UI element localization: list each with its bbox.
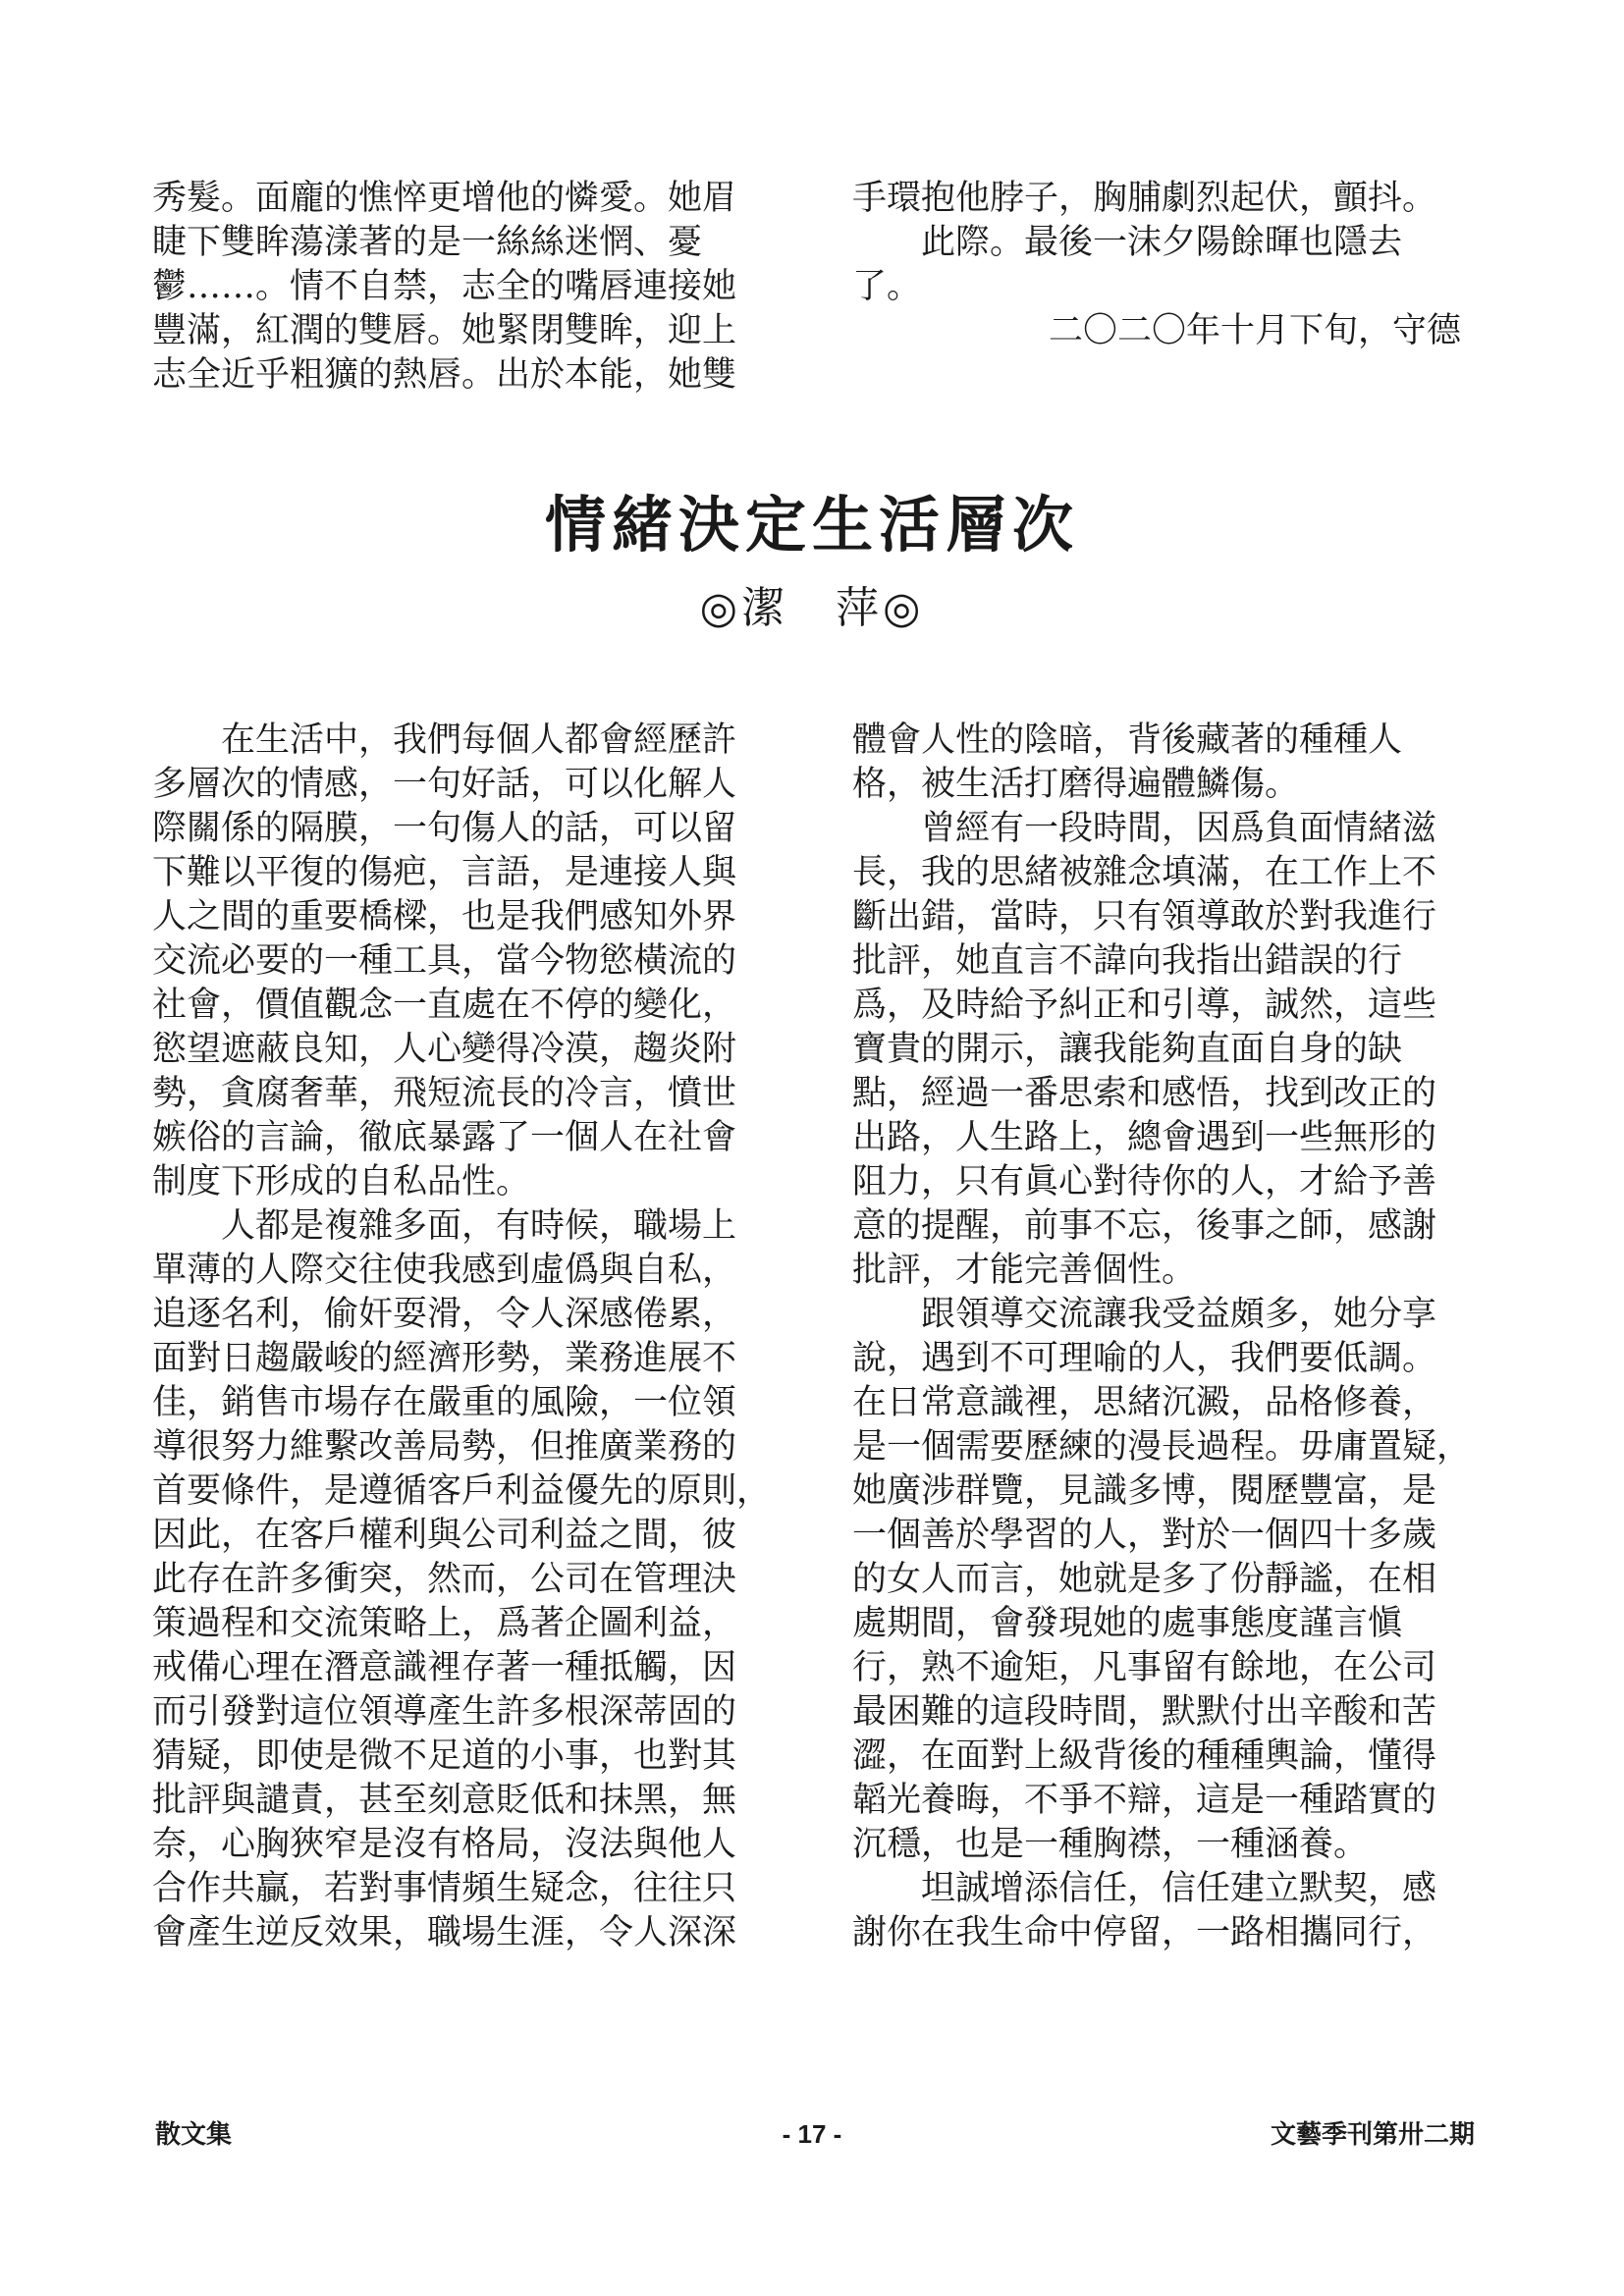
text-line: 韜光養晦，不爭不辯，這是一種踏實的	[852, 1781, 1437, 1820]
text-line: 她廣涉群覽，見識多博，閱歷豐富，是	[852, 1471, 1437, 1511]
text-line: 猜疑，即使是微不足道的小事，也對其	[152, 1736, 737, 1776]
article-right-column	[852, 719, 1481, 1955]
text-line: 人都是複雜多面，有時候，職場上	[221, 1206, 737, 1246]
text-line: 是一個需要歷練的漫長過程。毋庸置疑，	[852, 1427, 1472, 1467]
text-line: 批評，她直言不諱向我指出錯誤的行	[852, 941, 1403, 981]
text-line: 意的提醒，前事不忘，後事之師，感謝	[852, 1206, 1437, 1246]
text-line: 勢，貪腐奢華，飛短流長的冷言，憤世	[152, 1074, 737, 1113]
text-line: 一個善於學習的人，對於一個四十多歲	[852, 1516, 1437, 1555]
text-line: 慾望遮蔽良知，人心變得冷漠，趨炎附	[152, 1030, 737, 1069]
article-author: ◎潔 萍◎	[699, 583, 925, 633]
article-title: 情緒決定生活層次	[544, 489, 1079, 561]
text-line: 鬱……。情不自禁，志全的嘴唇連接她	[152, 267, 737, 306]
footer-section-name: 散文集	[155, 2119, 233, 2149]
text-line: 說，遇到不可理喻的人，我們要低調。	[852, 1339, 1437, 1378]
text-line: 在生活中，我們每個人都會經歷許	[221, 721, 737, 760]
text-line: 批評，才能完善個性。	[852, 1251, 1197, 1290]
text-line: 嫉俗的言論，徹底暴露了一個人在社會	[152, 1118, 737, 1157]
text-line: 下難以平復的傷疤，言語，是連接人與	[152, 853, 737, 892]
text-line: 了。	[852, 267, 922, 306]
text-line: 戒備心理在潛意識裡存著一種抵觸，因	[152, 1648, 737, 1687]
text-line: 最困難的這段時間，默默付出辛酸和苦	[852, 1692, 1437, 1732]
text-line: 志全近乎粗獷的熱唇。出於本能，她雙	[152, 355, 737, 395]
text-line: 合作共贏，若對事情頻生疑念，往往只	[152, 1869, 737, 1908]
text-line: 策過程和交流策略上，爲著企圖利益，	[152, 1604, 737, 1643]
text-line: 多層次的情感，一句好話，可以化解人	[152, 765, 737, 804]
text-line: 社會，價值觀念一直處在不停的變化，	[152, 986, 737, 1025]
text-line: 佳，銷售市場存在嚴重的風險，一位領	[152, 1383, 737, 1422]
text-line: 奈，心胸狹窄是沒有格局，沒法與他人	[152, 1825, 737, 1864]
text-line: 手環抱他脖子，胸脯劇烈起伏，顫抖。	[852, 179, 1437, 218]
text-line: 秀髮。面龐的憔悴更增他的憐愛。她眉	[152, 179, 737, 218]
text-line: 首要條件，是遵循客戶利益優先的原則，	[152, 1471, 772, 1511]
text-line: 處期間，會發現她的處事態度謹言愼	[852, 1604, 1403, 1643]
previous-article-right-column	[852, 177, 1481, 353]
article-left-column	[152, 719, 781, 1955]
text-line: 批評與譴責，甚至刻意貶低和抹黑，無	[152, 1781, 737, 1820]
text-line: 出路，人生路上，總會遇到一些無形的	[852, 1118, 1437, 1157]
text-line: 此存在許多衝突，然而，公司在管理決	[152, 1560, 737, 1599]
text-line: 豐滿，紅潤的雙唇。她緊閉雙眸，迎上	[152, 311, 737, 350]
text-line: 澀，在面對上級背後的種種輿論，懂得	[852, 1736, 1437, 1776]
previous-article-left-column	[152, 177, 781, 398]
footer-publication-name: 文藝季刊第卅二期	[1270, 2119, 1475, 2149]
text-line: 阻力，只有眞心對待你的人，才給予善	[852, 1162, 1437, 1201]
text-line: 睫下雙眸蕩漾著的是一絲絲迷惘、憂	[152, 223, 703, 262]
text-line: 點，經過一番思索和感悟，找到改正的	[852, 1074, 1437, 1113]
text-line: 單薄的人際交往使我感到虛僞與自私，	[152, 1251, 737, 1290]
text-line: 面對日趨嚴峻的經濟形勢，業務進展不	[152, 1339, 737, 1378]
text-line: 在日常意識裡，思緒沉澱，品格修養，	[852, 1383, 1437, 1422]
text-line: 行，熟不逾矩，凡事留有餘地，在公司	[852, 1648, 1437, 1687]
text-line: 體會人性的陰暗，背後藏著的種種人	[852, 721, 1403, 760]
text-line: 而引發對這位領導產生許多根深蒂固的	[152, 1692, 737, 1732]
text-line: 因此，在客戶權利與公司利益之間，彼	[152, 1516, 737, 1555]
text-line: 人之間的重要橋樑，也是我們感知外界	[152, 897, 737, 936]
text-line: 格，被生活打磨得遍體鱗傷。	[852, 765, 1300, 804]
date-signature: 二〇二〇年十月下旬，守德	[1048, 311, 1461, 350]
text-line: 交流必要的一種工具，當今物慾橫流的	[152, 941, 737, 981]
text-line: 坦誠增添信任，信任建立默契，感	[921, 1869, 1437, 1908]
text-line: 爲，及時給予糾正和引導，誠然，這些	[852, 986, 1437, 1025]
text-line: 跟領導交流讓我受益頗多，她分享	[921, 1295, 1437, 1334]
page-number: - 17 -	[782, 2119, 842, 2149]
text-line: 的女人而言，她就是多了份靜謐，在相	[852, 1560, 1437, 1599]
text-line: 曾經有一段時間，因爲負面情緒滋	[921, 809, 1437, 848]
text-line: 制度下形成的自私品性。	[152, 1162, 531, 1201]
text-line: 導很努力維繫改善局勢，但推廣業務的	[152, 1427, 737, 1467]
text-line: 際關係的隔膜，一句傷人的話，可以留	[152, 809, 737, 848]
text-line: 謝你在我生命中停留，一路相攜同行，	[852, 1913, 1437, 1952]
text-line: 斷出錯，當時，只有領導敢於對我進行	[852, 897, 1437, 936]
text-line: 長，我的思緒被雜念填滿，在工作上不	[852, 853, 1437, 892]
text-line: 追逐名利，偷奸耍滑，令人深感倦累，	[152, 1295, 737, 1334]
text-line: 寶貴的開示，讓我能夠直面自身的缺	[852, 1030, 1403, 1069]
text-line: 此際。最後一沫夕陽餘暉也隱去	[921, 223, 1403, 262]
text-line: 會產生逆反效果，職場生涯，令人深深	[152, 1913, 737, 1952]
text-line: 沉穩，也是一種胸襟，一種涵養。	[852, 1825, 1369, 1864]
